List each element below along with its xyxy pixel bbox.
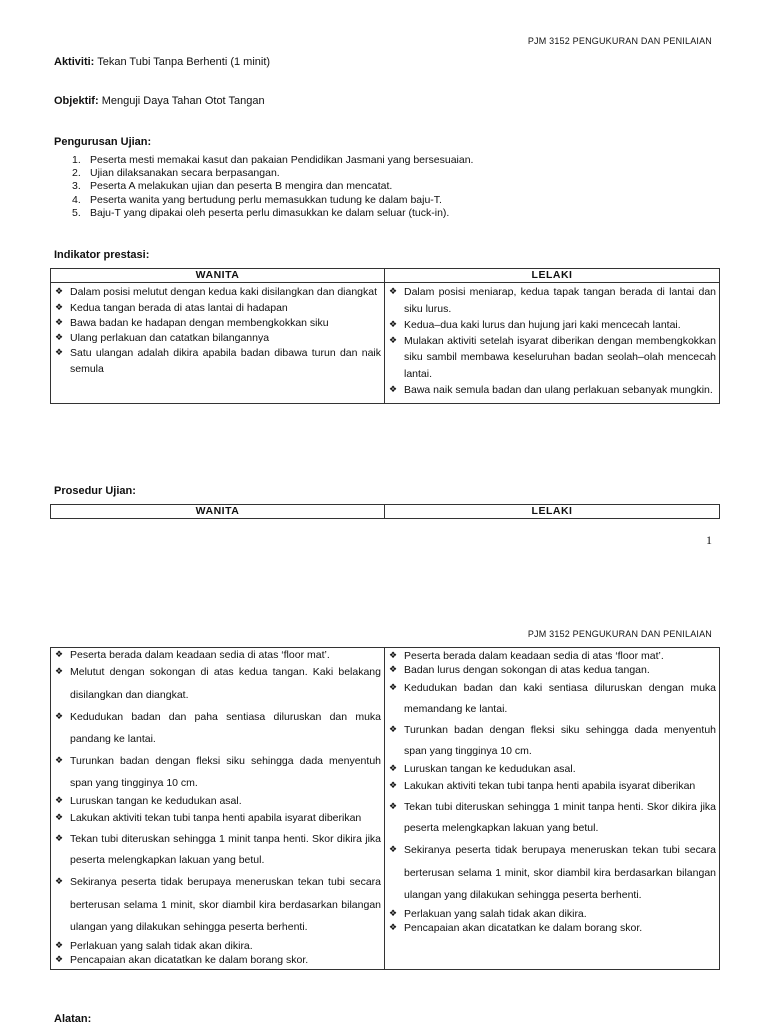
list-item: ❖ Luruskan tangan ke kedudukan asal. xyxy=(55,794,381,808)
objektif-line xyxy=(54,95,265,107)
col-header-wanita: WANITA xyxy=(51,269,385,283)
list-item: ❖ Sekiranya peserta tidak berupaya meneruskan tekan tubi secara berterusan selama 1 minit, skor diambil kira berdasarkan bilangan ulangan yang dilakukan sehingga peserta berhenti. xyxy=(389,839,716,907)
list-item: ❖ Pencapaian akan dicatatkan ke dalam borang skor. xyxy=(389,921,716,935)
col-header-lelaki: LELAKI xyxy=(385,505,720,519)
list-item: ❖ Satu ulangan adalah dikira apabila badan dibawa turun dan naik semula xyxy=(55,345,381,377)
list-item: ❖ Peserta berada dalam keadaan sedia di atas ‘floor mat’. xyxy=(389,649,716,663)
list-item: ❖ Lakukan aktiviti tekan tubi tanpa henti apabila isyarat diberikan xyxy=(389,776,716,797)
list-item: ❖ Ulang perlakuan dan catatkan bilangannya xyxy=(55,331,381,346)
prosedur-title: Prosedur Ujian: xyxy=(54,485,136,497)
list-item: ❖ Kedua tangan berada di atas lantai di hadapan xyxy=(55,301,381,316)
list-item: ❖ Pencapaian akan dicatatkan ke dalam borang skor. xyxy=(55,953,381,967)
list-item: ❖ Tekan tubi diteruskan sehingga 1 minit tanpa henti. Skor dikira jika peserta melengkapkan lakuan yang betul. xyxy=(55,829,381,871)
list-item: ❖ Dalam posisi meniarap, kedua tapak tangan berada di lantai dan siku lurus. xyxy=(389,284,716,318)
list-item: ❖ Lakukan aktiviti tekan tubi tanpa henti apabila isyarat diberikan xyxy=(55,808,381,829)
wanita-cell xyxy=(51,283,385,404)
aktiviti-label: Aktiviti: xyxy=(54,56,95,68)
page-number: 1 xyxy=(706,533,712,547)
prosedur-table-head xyxy=(50,504,720,519)
indikator-title: Indikator prestasi: xyxy=(54,249,150,261)
list-item: ❖ Perlakuan yang salah tidak akan dikira. xyxy=(389,907,716,921)
list-item: ❖ Kedua–dua kaki lurus dan hujung jari kaki mencecah lantai. xyxy=(389,318,716,333)
list-item: ❖ Badan lurus dengan sokongan di atas kedua tangan. xyxy=(389,663,716,678)
objektif-label: Objektif: xyxy=(54,95,99,107)
alatan-title: Alatan: xyxy=(54,1013,92,1024)
list-item: ❖ Peserta berada dalam keadaan sedia di atas ‘floor mat’. xyxy=(55,649,381,661)
page-header: PJM 3152 PENGUKURAN DAN PENILAIAN xyxy=(527,629,712,639)
list-item: ❖ Perlakuan yang salah tidak akan dikira. xyxy=(55,939,381,953)
prosedur-table xyxy=(50,647,720,970)
list-item: 4. Peserta wanita yang bertudung perlu memasukkan tudung ke dalam baju-T. xyxy=(72,193,442,206)
lelaki-cell xyxy=(385,283,720,404)
page-header: PJM 3152 PENGUKURAN DAN PENILAIAN xyxy=(527,36,712,46)
indikator-table xyxy=(50,268,720,404)
list-item: 3. Peserta A melakukan ujian dan peserta B mengira dan mencatat. xyxy=(72,180,393,193)
list-item: ❖ Tekan tubi diteruskan sehingga 1 minit tanpa henti. Skor dikira jika peserta melengkapkan lakuan yang betul. xyxy=(389,797,716,839)
pengurusan-list xyxy=(72,154,473,220)
list-item: ❖ Bawa badan ke hadapan dengan membengkokkan siku xyxy=(55,316,381,331)
pengurusan-title: Pengurusan Ujian: xyxy=(54,136,152,148)
col-header-lelaki: LELAKI xyxy=(385,269,720,283)
aktiviti-value: Tekan Tubi Tanpa Berhenti (1 minit) xyxy=(97,56,271,68)
aktiviti-line xyxy=(54,56,270,68)
list-item: ❖ Turunkan badan dengan fleksi siku sehingga dada menyentuh span yang tingginya 10 cm. xyxy=(389,720,716,762)
wanita-procedure-cell xyxy=(51,648,385,970)
objektif-value: Menguji Daya Tahan Otot Tangan xyxy=(101,95,265,107)
list-item: ❖ Melutut dengan sokongan di atas kedua tangan. Kaki belakang disilangkan dan diangkat. xyxy=(55,661,381,706)
list-item: ❖ Sekiranya peserta tidak berupaya meneruskan tekan tubi secara berterusan selama 1 minit, skor diambil kira berdasarkan bilangan ulangan yang dilakukan sehingga peserta berhenti. xyxy=(55,871,381,939)
list-item: ❖ Kedudukan badan dan kaki sentiasa diluruskan dengan muka memandang ke lantai. xyxy=(389,678,716,720)
list-item: 5. Baju-T yang dipakai oleh peserta perlu dimasukkan ke dalam seluar (tuck-in). xyxy=(72,206,450,219)
list-item: ❖ Mulakan aktiviti setelah isyarat diberikan dengan membengkokkan siku sambil membawa keseluruhan badan seolah–olah mencecah lantai. xyxy=(389,333,716,383)
list-item: ❖ Turunkan badan dengan fleksi siku sehingga dada menyentuh span yang tingginya 10 cm. xyxy=(55,750,381,794)
list-item: ❖ Kedudukan badan dan paha sentiasa diluruskan dan muka pandang ke lantai. xyxy=(55,706,381,750)
list-item: ❖ Luruskan tangan ke kedudukan asal. xyxy=(389,762,716,776)
list-item: 2. Ujian dilaksanakan secara berpasangan. xyxy=(72,167,280,180)
list-item: ❖ Dalam posisi melutut dengan kedua kaki disilangkan dan diangkat xyxy=(55,284,381,301)
list-item: ❖ Bawa naik semula badan dan ulang perlakuan sebanyak mungkin. xyxy=(389,382,716,398)
list-item: 1. Peserta mesti memakai kasut dan pakaian Pendidikan Jasmani yang bersesuaian. xyxy=(72,154,474,166)
lelaki-procedure-cell xyxy=(385,648,720,970)
col-header-wanita: WANITA xyxy=(51,505,385,519)
